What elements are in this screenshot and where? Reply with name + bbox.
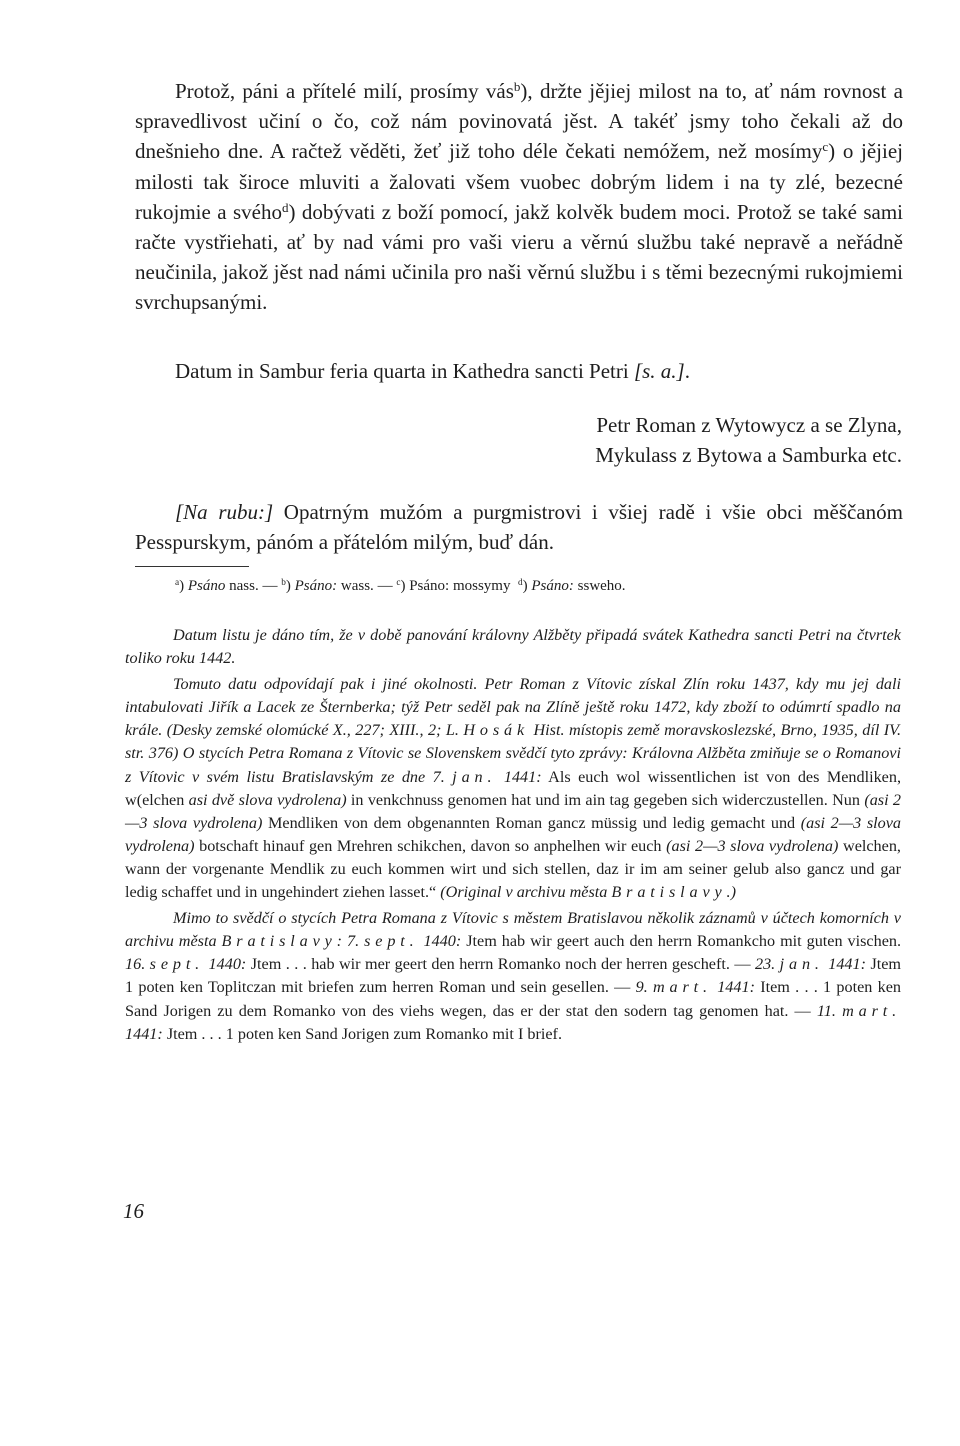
dating-end: . [684,359,690,383]
german-quote: botschaft hinauf gen Mrehren schikchen, davon so anphelhen wir euch [194,836,667,855]
footnotes [175,573,626,599]
city-spaced: Bratislavy [611,883,727,902]
editorial-gap: (asi 2—3 slova vydrolena) [125,790,901,832]
signature-block [595,410,902,470]
dating-clause [175,356,690,386]
letter-text-2: ), držte jějiej milost na to, ať nám rovnost a spravedlivost učiní o čo, což nám povinovatá jěst. A takéť jsmy toho čekali až do dnešnieho dne. A račtež věděti, žeť již toho déle čekati nemóžem, než mosímy [135,79,903,164]
footnote-b [281,578,374,594]
month-spaced: sept. [149,955,205,974]
letter-text-1: Protož, páni a přítelé milí, prosímy vás [175,79,514,103]
month-spaced: sept. [364,932,419,951]
footnote-divider [135,566,249,567]
german-quote: Jtem . . . 1 poten ken Sand Jorigen zum Romanko mit I brief. [162,1024,562,1043]
footnote-value: wass. [337,578,374,594]
footnote-separator: — [373,578,397,594]
footnote-value: mossymy [449,578,511,594]
footnote-label: Psáno: [294,578,338,594]
german-quote: welchen, wann der vorgenante Mendlik zu euch kommen wirt und sich stellen, daz ir im am seiner gelub also gancz und gar ledig schaffet und in ungehindert ziehen lasset.“ [125,836,901,902]
letter-text-3: ) o jějiej milosti tak široce mluviti a žalovati všem vuobec dobrým lidem i na ty zlé, bezecné rukojmie a svého [135,139,903,224]
year: 1441: [125,1024,163,1043]
address-block [135,497,903,557]
german-quote: Item . . . 1 poten ken Sand Jorigen zu dem Romanko von des viehs wegen, das er der stat den sodern tag genomen hat. — [125,978,902,1020]
page-number: 16 [123,1199,144,1223]
footnote-mark: b [281,577,286,588]
month-spaced: jan. [779,955,824,974]
source-note-end: .) [726,883,736,902]
address-label: [Na rubu:] [175,500,274,524]
commentary-text: Datum listu je dáno tím, že v době panování královny Alžběty připadá svátek Kathedra sancti Petri na čtvrtek toliko roku 1442. [125,626,901,668]
month-spaced: mart. [653,978,712,997]
footnote-label: Psáno [187,578,226,594]
date-day: : 7. [336,932,365,951]
address-text: Opatrným mužóm a purgmistrovi i všiej radě i všie obci měščanóm Pesspurskym, pánóm a přátelóm milým, buď dán. [135,500,903,554]
footnote-paren: ) [285,578,295,594]
date-day: 16. [125,955,150,974]
month-spaced: jan. [452,767,497,786]
footnote-mark: d [517,577,523,588]
commentary-paragraph-1 [125,624,901,670]
year: 1441: [496,767,542,786]
date-day: 11. [816,1001,843,1020]
commentary-text: Tomuto datu odpovídají pak i jiné okolnosti. Petr Roman z Vítovic získal Zlín roku 1437, kdy mu jej dali intabulovati Jiřík a Lacek ze Šternberka; týž Petr seděl pak na Zlíně ještě roku 1472, kdy zboží to odúmrtí spadlo na krále. (Desky zemské olomúcké X., 227; XIII., 2; L. [125,675,901,740]
date-day: 9. [635,978,653,997]
date-day: 23. [754,955,780,974]
german-quote: Jtem 1 poten ken Toplitczan mit briefen zum herren Roman und sein gesellen. — [125,955,902,997]
year: 1440: [204,955,247,974]
german-quote: Als euch wol wissentlichen ist von des Mendliken, w(elchen [125,767,902,809]
signature-line-2: Mykulass z Bytowa a Samburka etc. [595,443,902,467]
german-quote: in venkchnuss genomen hat und im ain tag gegeben sich widerczustellen. Nun [346,790,865,809]
editorial-gap: (asi 2—3 slova vydrolena) [666,836,839,855]
commentary-paragraph-2 [125,673,901,904]
year: 1440: [418,932,462,951]
editorial-gap: asi dvě slova vydrolena) [188,790,347,809]
footnote-mark: c [396,577,401,588]
footnote-d [518,578,626,594]
city-spaced: Bratislavy [221,932,337,951]
year: 1441: [823,955,867,974]
source-note: (Original v archivu města [440,883,612,902]
footnote-label: Psáno: [531,578,574,594]
german-quote: Jtem . . . hab wir mer geert den herrn Romanko noch der herren gescheft. — [246,955,755,974]
footnote-paren: ) [522,578,532,594]
letter-paragraph [135,76,903,318]
year: 1441: [711,978,755,997]
footnote-ref-d: d [281,199,289,215]
footnote-paren: ) [179,578,188,594]
footnote-a [175,578,259,594]
commentary-text: Hist. místopis země moravskoslezské, Brno, 1935, díl IV. str. 376) O stycích Petra Romana z Vítovic se Slovenskem svědčí tyto zprávy: Královna Alžběta zmiňuje se o Romanovi z Vítovic v svém listu Bratislavským ze dne 7. [125,721,901,786]
dating-text: Datum in Sambur feria quarta in Kathedra sancti Petri [175,359,634,383]
editorial-commentary [125,624,901,1046]
german-quote: Jtem hab wir geert auch den herrn Romankcho mit guten vischen. [461,932,902,951]
footnote-value: nass. [225,578,259,594]
author-name-spaced: Hosák [463,721,530,740]
footnote-ref-c: c [822,139,829,155]
editorial-gap: (asi 2—3 slova vydrolena) [125,813,902,855]
letter-body [135,76,903,318]
signature-line-1: Petr Roman z Wytowycz a se Zlyna, [596,413,902,437]
footnote-separator: — [258,578,282,594]
commentary-text: Mimo to svědčí o stycích Petra Romana z Vítovic s městem Bratislavou několik záznamů v účtech komorních v archivu města [125,909,901,951]
footnote-c [396,578,510,594]
letter-text-4: ) dobývati z boží pomocí, jakž kolvěk budem moci. Protož se také sami račte vystřiehati, ať by nad vámi pro vaši vieru a věrnú službu také nepravě a neřádně neučinila, jakož jěst nad námi učinila pro naši věrnú službu i s těmi bezecnými rukojmiemi svrchupsanými. [135,199,904,315]
footnote-mark: a [175,577,180,588]
footnote-value: ssweho. [573,578,626,594]
dating-editorial-note: [s. a.] [633,359,685,383]
footnote-paren: ) [400,578,410,594]
commentary-paragraph-3 [125,907,901,1046]
footnote-label: Psáno: [409,578,450,594]
german-quote: Mendliken von dem obgenannten Roman gancz müssig und ledig gemacht und [262,813,801,832]
month-spaced: mart. [842,1001,901,1020]
footnote-ref-b: b [513,78,521,94]
